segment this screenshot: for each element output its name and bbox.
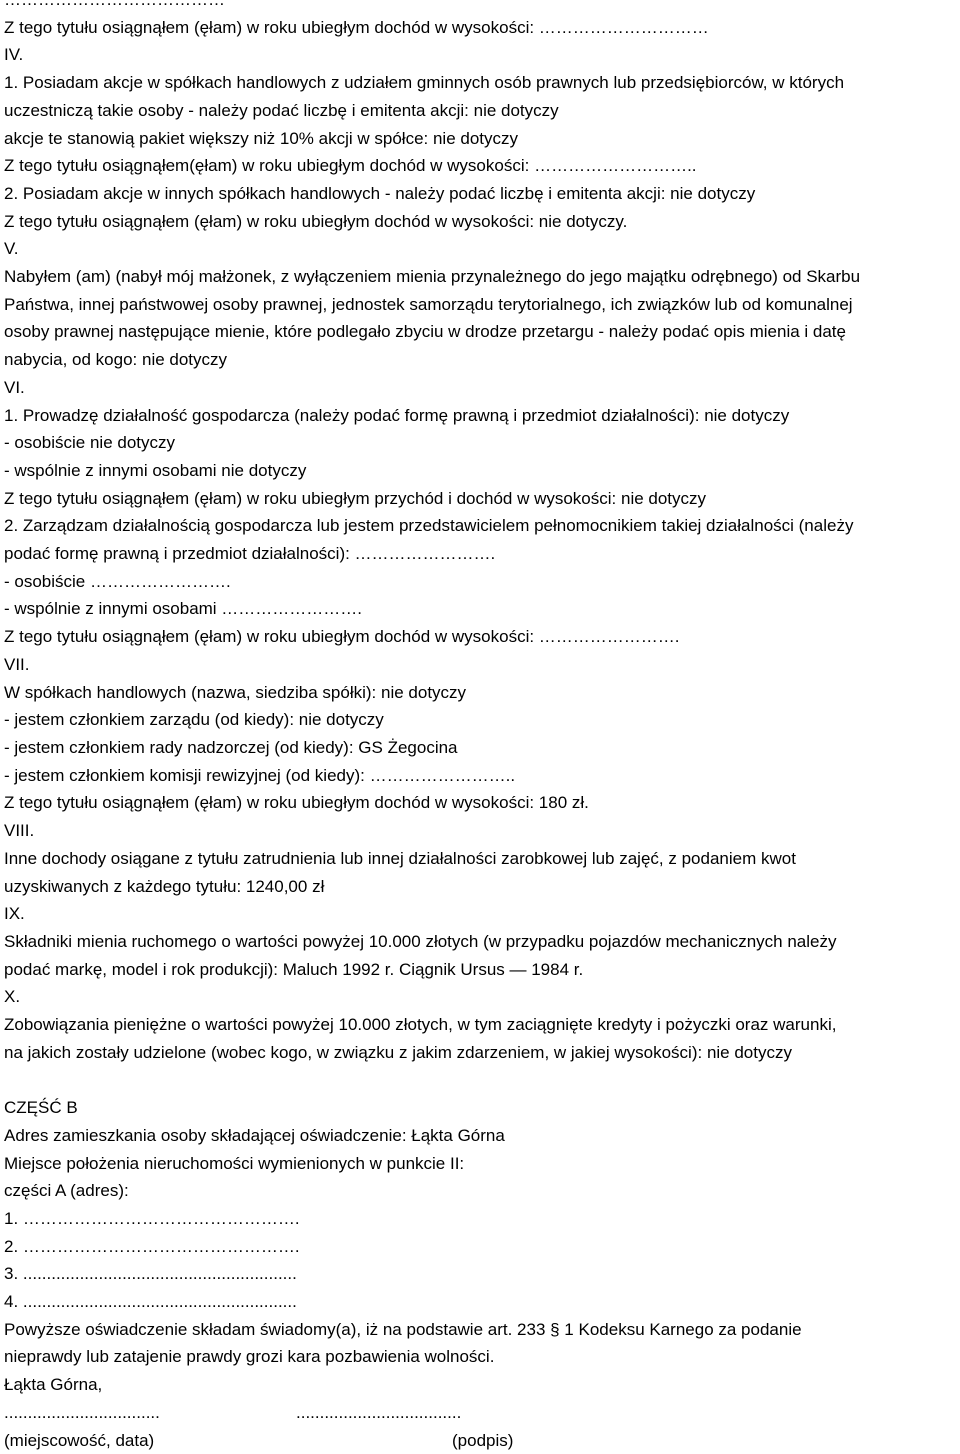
text-line: nabycia, od kogo: nie dotyczy [4, 350, 228, 370]
text-line: W spółkach handlowych (nazwa, siedziba spółki): nie dotyczy [4, 682, 467, 702]
text-line: podać markę, model i rok produkcji): Maluch 1992 r. Ciągnik Ursus — 1984 r. [4, 959, 584, 979]
text-line: Składniki mienia ruchomego o wartości powyżej 10.000 złotych (w przypadku pojazdów mechanicznych należy [4, 931, 837, 951]
text-line: 1. Prowadzę działalność gospodarcza (należy podać formę prawną i przedmiot działalności): nie dotyczy [4, 405, 790, 425]
signature-dots: ................................... [296, 1402, 462, 1422]
text-line: Z tego tytułu osiągnąłem(ęłam) w roku ubiegłym dochód w wysokości: ……………………….. [4, 156, 697, 176]
text-line: - osobiście nie dotyczy [4, 433, 176, 453]
text-line: Miejsce położenia nieruchomości wymienionych w punkcie II: [4, 1153, 465, 1173]
place-date-label: (miejscowość, data) [4, 1430, 155, 1450]
text-line: Z tego tytułu osiągnąłem (ęłam) w roku ubiegłym dochód w wysokości: nie dotyczy. [4, 211, 628, 231]
text-line: uzyskiwanych z każdego tytułu: 1240,00 zł [4, 876, 325, 896]
text-line: - osobiście ……………………. [4, 571, 231, 591]
text-line: IV. [4, 45, 24, 65]
text-line: VIII. [4, 821, 35, 841]
text-line: Z tego tytułu osiągnąłem (ęłam) w roku ubiegłym przychód i dochód w wysokości: nie dotyczy [4, 488, 707, 508]
text-line: X. [4, 987, 21, 1007]
text-line: - jestem członkiem rady nadzorczej (od kiedy): GS Żegocina [4, 737, 458, 757]
text-line: V. [4, 239, 19, 259]
text-line: 2. Posiadam akcje w innych spółkach handlowych - należy podać liczbę i emitenta akcji: nie dotyczy [4, 183, 756, 203]
section-gap [4, 1066, 956, 1094]
text-line: nieprawdy lub zatajenie prawdy grozi kara pozbawienia wolności. [4, 1347, 495, 1367]
text-line: - jestem członkiem komisji rewizyjnej (od kiedy): …………………….. [4, 765, 516, 785]
text-line: Nabyłem (am) (nabył mój małżonek, z wyłączeniem mienia przynależnego do jego majątku odrębnego) od Skarbu [4, 267, 861, 287]
declaration-part-a [4, 0, 956, 1066]
text-line: - wspólnie z innymi osobami nie dotyczy [4, 460, 307, 480]
text-line: podać formę prawną i przedmiot działalności): ……………………. [4, 544, 496, 564]
text-line: CZĘŚĆ B [4, 1098, 78, 1118]
text-line: osoby prawnej następujące mienie, które podlegało zbyciu w drodze przetargu - należy podać opis mienia i datę [4, 322, 846, 342]
document-page [4, 0, 956, 1454]
text-line: Inne dochody osiągane z tytułu zatrudnienia lub innej działalności zarobkowej lub zajęć, z podaniem kwot [4, 848, 796, 868]
text-line [4, 0, 956, 14]
text-line: Z tego tytułu osiągnąłem (ęłam) w roku ubiegłym dochód w wysokości: ………………………… [4, 17, 709, 37]
text-line: 1. Posiadam akcje w spółkach handlowych z udziałem gminnych osób prawnych lub przedsiębiorców, w których [4, 73, 845, 93]
text-line: 3. .......................................................... [4, 1264, 297, 1284]
text-line: Z tego tytułu osiągnąłem (ęłam) w roku ubiegłym dochód w wysokości: ……………………. [4, 627, 680, 647]
signature-labels-row [4, 1427, 956, 1454]
text-line: VI. [4, 377, 25, 397]
place-date-dots: ................................. [4, 1402, 160, 1422]
signature-label: (podpis) [452, 1430, 514, 1450]
text-line: IX. [4, 904, 25, 924]
text-line: na jakich zostały udzielone (wobec kogo, w związku z jakim zdarzeniem, w jakiej wysokości): nie dotyczy [4, 1042, 792, 1062]
text-line: Powyższe oświadczenie składam świadomy(a), iż na podstawie art. 233 § 1 Kodeksu Karnego za podanie [4, 1319, 802, 1339]
text-line: Państwa, innej państwowej osoby prawnej, jednostek samorządu terytorialnego, ich związków lub od komunalnej [4, 294, 853, 314]
text-line: 1. …………………………………………. [4, 1208, 300, 1228]
text-line: 2. Zarządzam działalnością gospodarcza lub jestem przedstawicielem pełnomocnikiem takiej działalności (należy [4, 516, 854, 536]
text-line: VII. [4, 654, 30, 674]
text-line: Adres zamieszkania osoby składającej oświadczenie: Łąkta Górna [4, 1125, 505, 1145]
signature-dots-row [4, 1399, 956, 1427]
text-line: 2. …………………………………………. [4, 1236, 300, 1256]
text-line: 4. .......................................................... [4, 1292, 297, 1312]
text-line: - jestem członkiem zarządu (od kiedy): nie dotyczy [4, 710, 384, 730]
text-line: Zobowiązania pieniężne o wartości powyżej 10.000 złotych, w tym zaciągnięte kredyty i pożyczki oraz warunki, [4, 1015, 837, 1035]
text-line: części A (adres): [4, 1181, 129, 1201]
text-line: - wspólnie z innymi osobami ……………………. [4, 599, 363, 619]
declaration-part-b [4, 1094, 956, 1399]
text-line: uczestniczą takie osoby - należy podać liczbę i emitenta akcji: nie dotyczy [4, 100, 559, 120]
text-line: Łąkta Górna, [4, 1375, 103, 1395]
text-line: akcje te stanowią pakiet większy niż 10% akcji w spółce: nie dotyczy [4, 128, 519, 148]
text-line: Z tego tytułu osiągnąłem (ęłam) w roku ubiegłym dochód w wysokości: 180 zł. [4, 793, 589, 813]
